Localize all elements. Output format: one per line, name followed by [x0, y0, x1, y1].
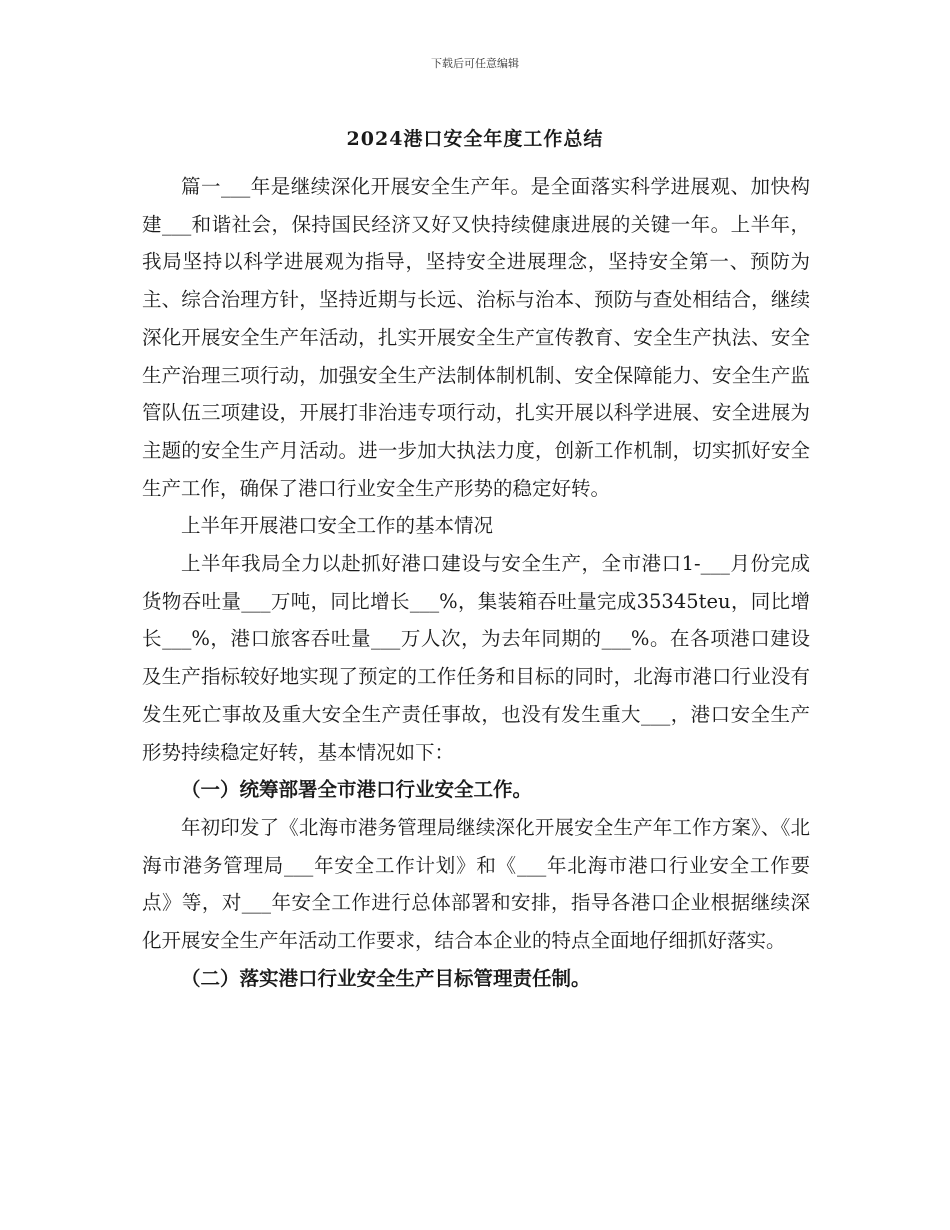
- paragraph-basic-situation: 上半年我局全力以赴抓好港口建设与安全生产，全市港口1-___月份完成货物吞吐量___万吨，同比增长___%，集装箱吞吐量完成35345teu，同比增长___%，港口旅客吞吐量___万人次，为去年同期的___%。在各项港口建设及生产指标较好地实现了预定的工作任务和目标的同时，北海市港口行业没有发生死亡事故及重大安全生产责任事故，也没有发生重大___，港口安全生产形势持续稳定好转，基本情况如下：: [142, 552, 810, 764]
- document-body: [142, 168, 810, 997]
- subheading-2: （二）落实港口行业安全生产目标管理责任制。: [181, 966, 591, 990]
- page-header-note: 下载后可任意编辑: [431, 57, 519, 70]
- document-title: 2024港口安全年度工作总结: [346, 128, 604, 150]
- paragraph-section-heading: 上半年开展港口安全工作的基本情况: [181, 514, 494, 538]
- subheading-1: （一）统筹部署全市港口行业安全工作。: [181, 778, 533, 802]
- paragraph-intro: 篇一___年是继续深化开展安全生产年。是全面落实科学进展观、加快构建___和谐社会，保持国民经济又好又快持续健康进展的关键一年。上半年，我局坚持以科学进展观为指导，坚持安全进展理念，坚持安全第一、预防为主、综合治理方针，坚持近期与长远、治标与治本、预防与查处相结合，继续深化开展安全生产年活动，扎实开展安全生产宣传教育、安全生产执法、安全生产治理三项行动，加强安全生产法制体制机制、安全保障能力、安全生产监管队伍三项建设，开展打非治违专项行动，扎实开展以科学进展、安全进展为主题的安全生产月活动。进一步加大执法力度，创新工作机制，切实抓好安全生产工作，确保了港口行业安全生产形势的稳定好转。: [142, 175, 810, 500]
- paragraph-deployment: 年初印发了《北海市港务管理局继续深化开展安全生产年工作方案》、《北海市港务管理局___年安全工作计划》和《___年北海市港口行业安全工作要点》等，对___年安全工作进行总体部署和安排，指导各港口企业根据继续深化开展安全生产年活动工作要求，结合本企业的特点全面地仔细抓好落实。: [142, 815, 810, 953]
